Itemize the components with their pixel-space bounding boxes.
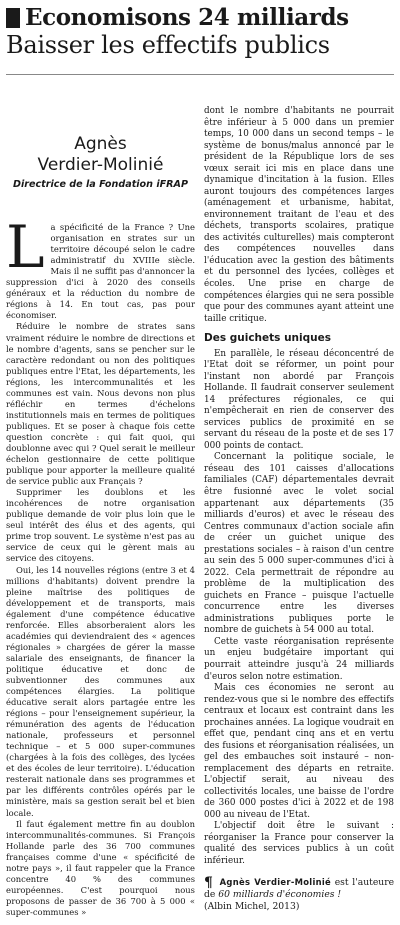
drop-cap: L <box>6 213 45 282</box>
headline-square-icon <box>6 8 20 28</box>
author-signature <box>204 876 394 913</box>
paragraph: Supprimer les doublons et les incohérences de notre organisation publique demande de voir plus loin que le seul intérêt des élus et des agents, qui prime trop souvent. Le système n'est pas au service de ceux qui le gèrent mais au service des citoyens. <box>6 487 195 564</box>
headline-rule <box>6 74 394 75</box>
paragraph: En parallèle, le réseau déconcentré de l'Etat doit se réformer, un point pour l'instant non abordé par François Hollande. Il faudrait conserver seulement 14 préfectures régionales, ce qui n'empêcherait en rien de conserver des services publics de proximité en se servant du réseau de la poste et de ses 17 000 points de contact. <box>204 348 394 451</box>
author-first-name: Agnès <box>74 134 127 154</box>
byline <box>6 134 195 190</box>
paragraph: Concernant la politique sociale, le réseau des 101 caisses d'allocations familiales (CAF) départementales devrait être fusionné avec le volet social appartenant aux départements (35 milliards d'euros) et avec le réseau des Centres communaux d'action sociale afin de créer un guichet unique des prestations sociales – à raison d'un centre au sein des 5 000 super-communes d'ici à 2022. Cela permettrait de répondre au problème de la multiplication des guichets en France – puisque l'actuelle concurrence entre les diverses administrations publiques porte le nombre de guichets à 54 000 au total. <box>204 452 394 636</box>
paragraph-text: a spécificité de la France ? Une organisation en strates sur un territoire découpé selon le cadre administratif du XVIIIe siècle. Mais il ne suffit pas d'annoncer la suppression d'ici à 2020 des conseils généraux et la réduction du nombre de régions à 14. En tout cas, pas pour économiser. <box>6 222 195 321</box>
signature-book: 60 milliards d'économies ! <box>218 888 342 900</box>
headline-title: Economisons 24 milliards <box>25 4 349 31</box>
paragraph: Oui, les 14 nouvelles régions (entre 3 et 4 millions d'habitants) doivent prendre la pleine maîtrise des politiques de développement et de transports, mais également d'une compétence éducative renforcée. Elles absorberaient alors les académies qui deviendraient des « agences régionales » chargées de gérer la masse salariale des enseignants, de financer la politique éducative et donc de subventionner des communes aux compétences élargies. La politique éducative serait alors partagée entre les régions – pour l'enseignement supérieur, la rémunération des agents de l'éducation nationale, professeurs et personnel technique – et 5 000 super-communes (chargées à la fois des collèges, des lycées et des écoles de leur territoire). L'éducation resterait nationale dans ses programmes et par les différents contrôles opérés par le ministère, mais sa gestion serait bel et bien locale. <box>6 564 195 818</box>
signature-publisher: (Albin Michel, 2013) <box>204 900 300 912</box>
author-role: Directrice de la Fondation iFRAP <box>12 179 189 190</box>
article-headline <box>6 4 394 59</box>
paragraph: Cette vaste réorganisation représente un enjeu budgétaire important qui pourrait atteindre jusqu'à 24 milliards d'euros selon notre estimation. <box>204 636 394 682</box>
paragraph: Mais ces économies ne seront au rendez-vous que si le nombre des effectifs centraux et locaux est contraint dans les prochaines années. La logique voudrait en effet que, pendant cinq ans et en vertu des fusions et réorganisation réalisées, un gel des embauches soit instauré – non-remplacement des départs en retraite. L'objectif serait, au niveau des collectivités locales, une baisse de l'ordre de 360 000 postes d'ici à 2022 et de 198 000 au niveau de l'Etat. <box>204 683 394 820</box>
paragraph <box>6 213 195 321</box>
section-subhead: Des guichets uniques <box>204 332 331 345</box>
paragraph: Réduire le nombre de strates sans vraiment réduire le nombre de directions et le nombre d'agents, sans se pencher sur le caractère redondant ou non des politiques publiques entre l'Etat, les départements, les régions, les intercommunalités et les communes est vain. Nous devons non plus réfléchir en termes d'échelons institutionnels mais en termes de politiques publiques. Et se poser à chaque fois cette question concrète : qui fait quoi, qui doublonne avec qui ? Quel serait le meilleur échelon gestionnaire de cette politique publique pour apporter la meilleure qualité de service public aux Français ? <box>6 321 195 487</box>
paragraph: dont le nombre d'habitants ne pourrait être inférieur à 5 000 dans un premier temps, 10 000 dans un second temps – le système de bonus/malus annoncé par le président de la République lors de ses vœux serait ici mis en place dans une dynamique d'incitation à la fusion. Elles auront toujours des compétences larges (aménagement et urbanisme, habitat, environnement traitant de l'eau et des déchets, transports scolaires, pratique des activités culturelles) mais compteront des compétences nouvelles dans l'éducation avec la gestion des bâtiments et du personnel des lycées, collèges et écoles. Une prise en charge de compétences élargies qui ne sera possible que pour des communes ayant atteint une taille critique. <box>204 106 394 324</box>
paragraph: Il faut également mettre fin au doublon intercommunalités-communes. Si François Hollande parle des 36 700 communes françaises comme d'une « spécificité de notre pays », il faut rappeler que la France concentre 40 % des communes européennes. C'est pourquoi nous proposons de passer de 36 700 à 5 000 « super-communes » <box>6 818 195 917</box>
pilcrow-icon: ¶ <box>204 874 213 891</box>
signature-text: est l'auteure de <box>204 876 395 900</box>
signature-name: Agnès Verdier-Molinié <box>219 876 332 887</box>
author-last-name: Verdier-Molinié <box>37 155 164 175</box>
right-column <box>204 106 394 913</box>
headline-subtitle: Baisser les effectifs publics <box>6 31 330 59</box>
paragraph: L'objectif doit être le suivant : réorganiser la France pour conserver la qualité des services publics à un coût inférieur. <box>204 821 394 866</box>
left-column <box>6 104 195 918</box>
